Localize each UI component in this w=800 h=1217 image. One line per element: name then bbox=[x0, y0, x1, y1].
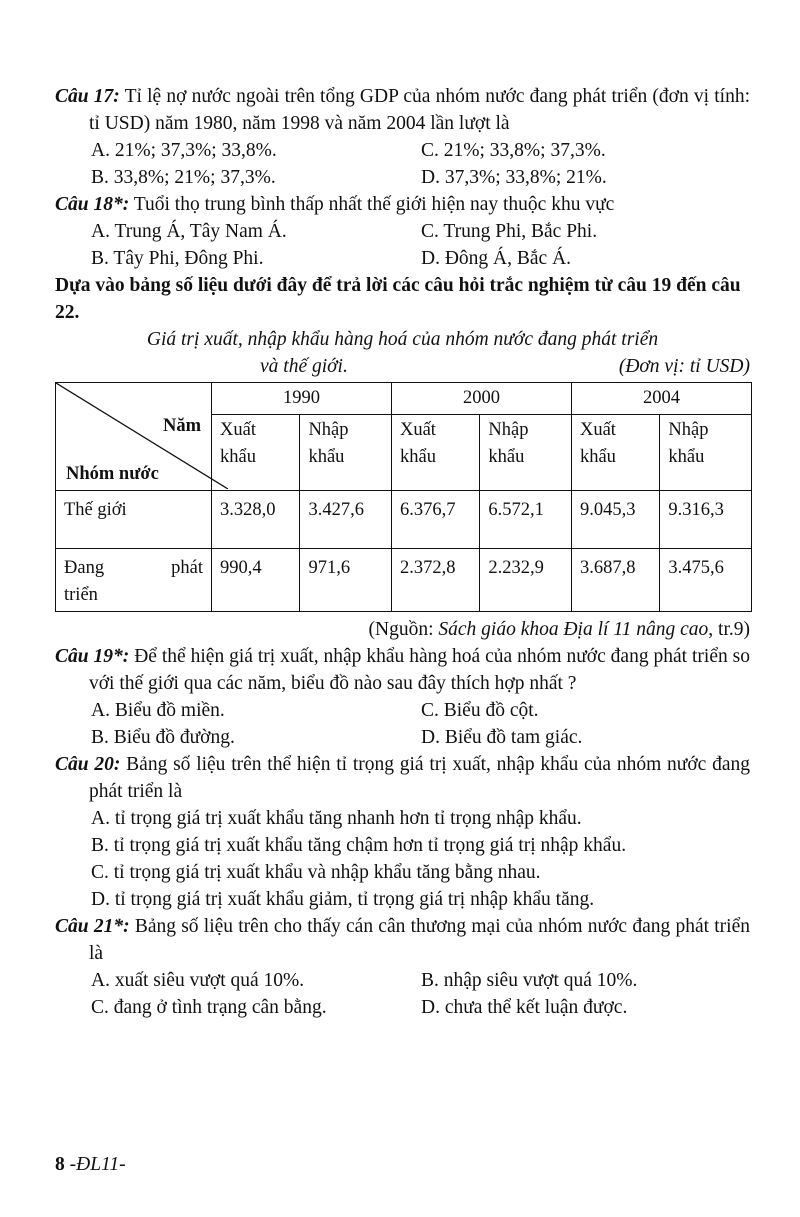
table-cell: 2.372,8 bbox=[391, 549, 479, 612]
option-a[interactable]: A. Trung Á, Tây Nam Á. bbox=[91, 221, 287, 242]
corner-group-label: Nhóm nước bbox=[66, 464, 159, 484]
page-footer bbox=[55, 1151, 126, 1178]
source-title: Sách giáo khoa Địa lí 11 nâng cao bbox=[438, 619, 709, 640]
source-prefix: (Nguồn: bbox=[368, 619, 439, 640]
question-20-label: Câu 20: bbox=[55, 754, 121, 775]
table-cell: 6.376,7 bbox=[391, 491, 479, 549]
table-caption-cont: và thế giới. bbox=[260, 356, 348, 377]
option-c[interactable]: C. 21%; 33,8%; 37,3%. bbox=[421, 140, 606, 161]
table-cell: 3.475,6 bbox=[660, 549, 752, 612]
table-cell: 971,6 bbox=[300, 549, 392, 612]
option-c[interactable]: C. Biểu đồ cột. bbox=[421, 700, 539, 721]
question-17-text: Tỉ lệ nợ nước ngoài trên tổng GDP của nhóm nước đang phát triển (đơn vị tính: tỉ USD) năm 1980, năm 1998 và năm 2004 lần lượt là bbox=[89, 86, 750, 134]
option-b[interactable]: B. 33,8%; 21%; 37,3%. bbox=[91, 167, 276, 188]
instruction: Dựa vào bảng số liệu dưới đây để trả lời các câu hỏi trắc nghiệm từ câu 19 đến câu 22. bbox=[55, 275, 741, 323]
option-a[interactable]: A. Biểu đồ miền. bbox=[91, 700, 225, 721]
corner-year-label: Năm bbox=[162, 416, 201, 436]
question-17-options bbox=[55, 137, 750, 191]
export-header: Xuất khẩu bbox=[212, 415, 300, 491]
row-label-line1 bbox=[64, 555, 203, 582]
footer-code: -ĐL11- bbox=[69, 1154, 126, 1175]
table-cell: 3.328,0 bbox=[212, 491, 300, 549]
table-cell: 3.427,6 bbox=[300, 491, 392, 549]
row-label-line2: triển bbox=[64, 585, 98, 605]
table-cell: 6.572,1 bbox=[480, 491, 572, 549]
option-c[interactable]: C. đang ở tình trạng cân bằng. bbox=[91, 997, 327, 1018]
table-header-row bbox=[56, 383, 752, 415]
question-20-options bbox=[55, 805, 750, 913]
option-a[interactable]: A. xuất siêu vượt quá 10%. bbox=[91, 970, 305, 991]
table-cell: 9.045,3 bbox=[571, 491, 659, 549]
question-19-options bbox=[55, 697, 750, 751]
row-label-part: phát bbox=[171, 558, 203, 578]
import-header: Nhập khẩu bbox=[480, 415, 572, 491]
question-20-text: Bảng số liệu trên thể hiện tỉ trọng giá trị xuất, nhập khẩu của nhóm nước đang phát triển là bbox=[89, 754, 751, 802]
page-content bbox=[55, 83, 750, 1021]
row-label-part: Đang bbox=[64, 558, 105, 578]
question-21 bbox=[55, 913, 750, 1021]
year-header: 1990 bbox=[212, 383, 392, 415]
question-21-label: Câu 21*: bbox=[55, 916, 130, 937]
question-18-stem bbox=[55, 191, 750, 218]
question-17-label: Câu 17: bbox=[55, 86, 120, 107]
table-unit: (Đơn vị: tỉ USD) bbox=[618, 356, 750, 377]
table-row bbox=[56, 491, 752, 549]
option-c[interactable]: C. Trung Phi, Bắc Phi. bbox=[421, 221, 598, 242]
question-20 bbox=[55, 751, 750, 913]
table-cell: 990,4 bbox=[212, 549, 300, 612]
page-number: 8 bbox=[55, 1154, 65, 1175]
table-cell: 9.316,3 bbox=[660, 491, 752, 549]
year-header: 2004 bbox=[571, 383, 751, 415]
table-corner-cell bbox=[56, 383, 212, 491]
year-header: 2000 bbox=[391, 383, 571, 415]
option-b[interactable]: B. Tây Phi, Đông Phi. bbox=[91, 248, 264, 269]
table-cell: 2.232,9 bbox=[480, 549, 572, 612]
question-21-stem bbox=[55, 913, 750, 967]
question-17 bbox=[55, 83, 750, 191]
question-18-text: Tuổi thọ trung bình thấp nhất thế giới hiện nay thuộc khu vực bbox=[133, 194, 615, 215]
question-18-label: Câu 18*: bbox=[55, 194, 130, 215]
question-19-stem bbox=[55, 643, 750, 697]
option-c[interactable]: C. tỉ trọng giá trị xuất khẩu và nhập khẩu tăng bằng nhau. bbox=[91, 862, 541, 883]
question-19-label: Câu 19*: bbox=[55, 646, 130, 667]
question-19-text: Để thể hiện giá trị xuất, nhập khẩu hàng hoá của nhóm nước đang phát triển so với thế giới qua các năm, biểu đồ nào sau đây thích hợp nhất ? bbox=[89, 646, 750, 694]
export-header: Xuất khẩu bbox=[571, 415, 659, 491]
option-d[interactable]: D. Biểu đồ tam giác. bbox=[421, 727, 583, 748]
option-d[interactable]: D. chưa thể kết luận được. bbox=[421, 997, 628, 1018]
import-header: Nhập khẩu bbox=[300, 415, 392, 491]
question-18 bbox=[55, 191, 750, 272]
option-d[interactable]: D. tỉ trọng giá trị xuất khẩu giảm, tỉ trọng giá trị nhập khẩu tăng. bbox=[91, 889, 595, 910]
question-20-stem bbox=[55, 751, 750, 805]
question-18-options bbox=[55, 218, 750, 272]
option-d[interactable]: D. 37,3%; 33,8%; 21%. bbox=[421, 167, 607, 188]
option-a[interactable]: A. 21%; 37,3%; 33,8%. bbox=[91, 140, 277, 161]
option-a[interactable]: A. tỉ trọng giá trị xuất khẩu tăng nhanh hơn tỉ trọng nhập khẩu. bbox=[91, 808, 582, 829]
table-source bbox=[55, 616, 750, 643]
source-suffix: , tr.9) bbox=[708, 619, 750, 640]
option-b[interactable]: B. tỉ trọng giá trị xuất khẩu tăng chậm hơn tỉ trọng giá trị nhập khẩu. bbox=[91, 835, 627, 856]
question-17-stem bbox=[55, 83, 750, 137]
option-b[interactable]: B. nhập siêu vượt quá 10%. bbox=[421, 970, 638, 991]
question-21-options bbox=[55, 967, 750, 1021]
question-21-text: Bảng số liệu trên cho thấy cán cân thương mại của nhóm nước đang phát triển là bbox=[89, 916, 750, 964]
table-caption-line2 bbox=[55, 353, 750, 380]
import-header: Nhập khẩu bbox=[660, 415, 752, 491]
export-header: Xuất khẩu bbox=[391, 415, 479, 491]
table-cell: 3.687,8 bbox=[571, 549, 659, 612]
option-b[interactable]: B. Biểu đồ đường. bbox=[91, 727, 235, 748]
row-label: Thế giới bbox=[56, 491, 212, 549]
row-label bbox=[56, 549, 212, 612]
table-row bbox=[56, 549, 752, 612]
data-table bbox=[55, 382, 752, 612]
table-caption: Giá trị xuất, nhập khẩu hàng hoá của nhóm nước đang phát triển bbox=[146, 329, 659, 350]
option-d[interactable]: D. Đông Á, Bắc Á. bbox=[421, 248, 572, 269]
question-19 bbox=[55, 643, 750, 751]
